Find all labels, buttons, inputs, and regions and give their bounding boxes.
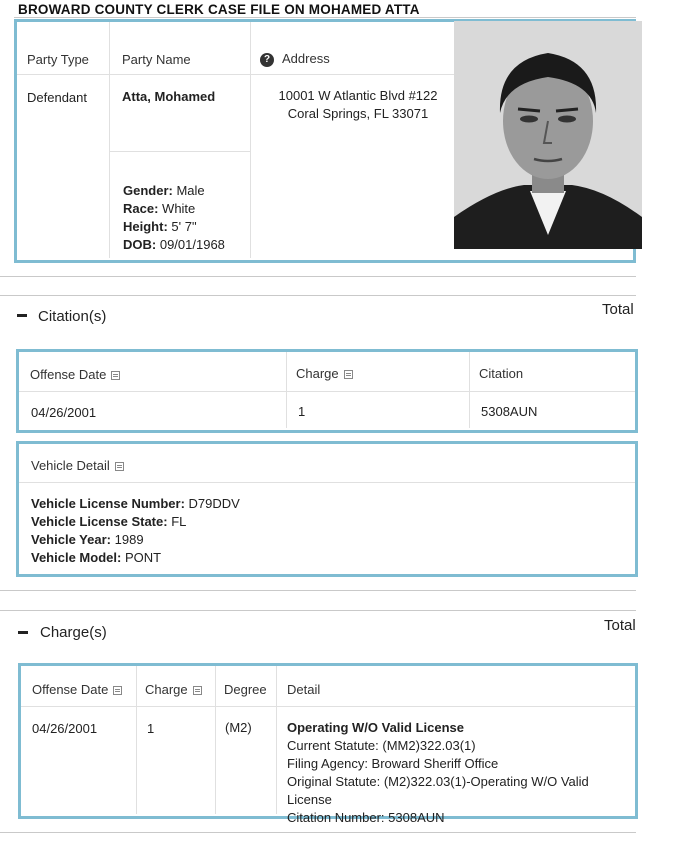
charges-total-label: Total bbox=[604, 617, 636, 634]
vehicle-detail-panel bbox=[16, 441, 638, 577]
charge-number: 1 bbox=[147, 721, 155, 736]
detail-header: Detail bbox=[287, 682, 321, 697]
height-label: Height: bbox=[123, 219, 168, 234]
citations-total-label: Total bbox=[602, 301, 634, 318]
charge-detail bbox=[287, 719, 635, 827]
citations-section-title[interactable]: Citation(s) bbox=[38, 308, 107, 325]
divider bbox=[0, 295, 636, 296]
vehicle-year-label: Vehicle Year: bbox=[31, 532, 111, 547]
party-type-header: Party Type bbox=[27, 52, 89, 67]
dob-label: DOB: bbox=[123, 237, 157, 252]
vehicle-detail-header[interactable]: Vehicle Detail bbox=[31, 458, 124, 473]
vehicle-year-value: 1989 bbox=[114, 532, 144, 547]
citations-table bbox=[16, 349, 638, 433]
license-number-label: Vehicle License Number: bbox=[31, 496, 185, 511]
defendant-photo bbox=[454, 21, 642, 249]
address-line-1: 10001 W Atlantic Blvd #122 bbox=[278, 88, 438, 103]
divider bbox=[0, 590, 636, 591]
gender-value: Male bbox=[176, 183, 205, 198]
race-value: White bbox=[162, 201, 196, 216]
address-line-2: Coral Springs, FL 33071 bbox=[287, 106, 429, 121]
license-state-label: Vehicle License State: bbox=[31, 514, 168, 529]
height-value: 5' 7" bbox=[171, 219, 197, 234]
citation-charge-header[interactable]: Charge bbox=[296, 366, 353, 381]
sort-icon bbox=[344, 370, 353, 379]
vehicle-details bbox=[31, 495, 240, 567]
citation-charge: 1 bbox=[298, 404, 306, 419]
collapse-citations-icon[interactable] bbox=[17, 314, 27, 317]
citation-number-detail: Citation Number: 5308AUN bbox=[287, 810, 445, 825]
gender-label: Gender: bbox=[123, 183, 173, 198]
sort-icon bbox=[111, 371, 120, 380]
address-header: Address bbox=[282, 51, 330, 66]
charge-header[interactable]: Charge bbox=[145, 682, 202, 697]
charge-offense-date-header[interactable]: Offense Date bbox=[32, 682, 122, 697]
charge-offense-date: 04/26/2001 bbox=[32, 721, 98, 736]
charges-section-title[interactable]: Charge(s) bbox=[40, 624, 107, 641]
help-icon[interactable]: ? bbox=[260, 53, 274, 67]
divider bbox=[0, 832, 636, 833]
party-address bbox=[267, 87, 449, 123]
sort-icon bbox=[113, 686, 122, 695]
citation-offense-date: 04/26/2001 bbox=[31, 405, 97, 420]
party-name: Atta, Mohamed bbox=[122, 89, 216, 104]
original-statute: Original Statute: (M2)322.03(1)-Operating W/O Valid License bbox=[287, 774, 589, 807]
party-type: Defendant bbox=[27, 90, 87, 105]
dob-value: 09/01/1968 bbox=[159, 237, 225, 252]
collapse-charges-icon[interactable] bbox=[18, 631, 28, 634]
vehicle-model-label: Vehicle Model: bbox=[31, 550, 122, 565]
party-name-header: Party Name bbox=[122, 52, 191, 67]
license-number-value: D79DDV bbox=[188, 496, 240, 511]
charge-degree: (M2) bbox=[225, 720, 252, 735]
sort-icon bbox=[115, 462, 124, 471]
divider bbox=[0, 610, 636, 611]
citation-header: Citation bbox=[479, 366, 524, 381]
citation-offense-date-header[interactable]: Offense Date bbox=[30, 367, 120, 382]
filing-agency: Filing Agency: Broward Sheriff Office bbox=[287, 756, 499, 771]
divider bbox=[14, 17, 636, 18]
citation-number: 5308AUN bbox=[481, 404, 538, 419]
vehicle-model-value: PONT bbox=[124, 550, 162, 565]
divider bbox=[0, 276, 636, 277]
charge-detail-title: Operating W/O Valid License bbox=[287, 720, 464, 735]
sort-icon bbox=[193, 686, 202, 695]
degree-header: Degree bbox=[224, 682, 267, 697]
party-details bbox=[123, 182, 225, 254]
race-label: Race: bbox=[123, 201, 159, 216]
license-state-value: FL bbox=[171, 514, 187, 529]
charges-table bbox=[18, 663, 638, 825]
current-statute: Current Statute: (MM2)322.03(1) bbox=[287, 738, 476, 753]
page-title: BROWARD COUNTY CLERK CASE FILE ON MOHAMED ATTA bbox=[18, 2, 420, 17]
